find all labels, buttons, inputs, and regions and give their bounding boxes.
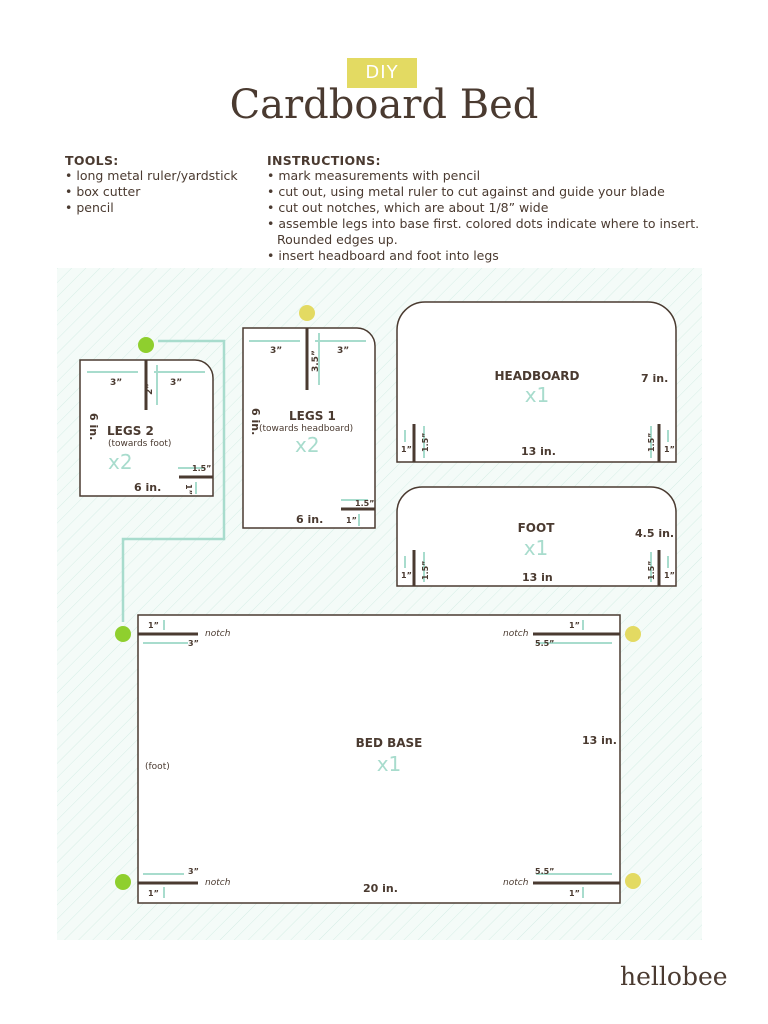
bed-base-height-label: 13 in.: [582, 734, 617, 747]
legs1-side-label: 6 in.: [249, 408, 262, 436]
base-dim-1-tl: 1”: [148, 621, 159, 630]
legs1-bottom-label: 6 in.: [296, 513, 324, 526]
legs2-count: x2: [108, 450, 133, 474]
foot-dim-15a: 1.5”: [421, 560, 430, 580]
headboard-dim-1a: 1”: [401, 445, 412, 454]
legs2-dim-3a: 3”: [110, 378, 123, 388]
legs2-side-label: 6 in.: [87, 413, 100, 441]
instruction-item: Rounded edges up.: [277, 232, 398, 247]
base-notch-label-br: notch: [503, 878, 529, 888]
instructions-heading: INSTRUCTIONS:: [267, 153, 381, 168]
brand-logo: hellobee: [620, 962, 728, 991]
yellow-dot-marker: [299, 305, 315, 321]
base-dim-1-br: 1”: [569, 889, 580, 898]
foot-dim-15b: 1.5”: [647, 560, 656, 580]
base-notch-label-tl: notch: [205, 629, 231, 639]
base-dim-55-br: 5.5”: [535, 867, 555, 876]
foot-dim-1a: 1”: [401, 571, 412, 580]
headboard-dim-1b: 1”: [664, 445, 675, 454]
diy-badge: DIY: [347, 58, 417, 88]
foot-count: x1: [523, 536, 549, 560]
base-dim-1-bl: 1”: [148, 889, 159, 898]
headboard-title: HEADBOARD: [494, 369, 580, 383]
instruction-item: • cut out, using metal ruler to cut against and guide your blade: [267, 184, 665, 199]
bed-base-width-label: 20 in.: [363, 882, 398, 895]
headboard-dim-15b: 1.5”: [647, 432, 656, 452]
green-dot-marker: [115, 874, 131, 890]
tool-item: • pencil: [65, 200, 114, 215]
legs1-dim-35: 3.5”: [311, 350, 321, 372]
legs1-dim-3a: 3”: [270, 346, 283, 356]
base-dim-3-tl: 3”: [188, 639, 199, 648]
legs1-count: x2: [295, 433, 320, 457]
headboard-width-label: 13 in.: [521, 445, 556, 458]
headboard-height-label: 7 in.: [641, 372, 669, 385]
base-dim-1-tr: 1”: [569, 621, 580, 630]
green-dot-marker: [115, 626, 131, 642]
legs1-dim-1: 1”: [346, 516, 357, 525]
legs2-title: LEGS 2: [107, 424, 154, 438]
instruction-item: • cut out notches, which are about 1/8” wide: [267, 200, 549, 215]
legs2-subtitle: (towards foot): [108, 439, 172, 449]
headboard-dim-15a: 1.5”: [421, 432, 430, 452]
base-dim-55-tr: 5.5”: [535, 639, 555, 648]
instruction-item: • mark measurements with pencil: [267, 168, 481, 183]
legs2-dim-2: 2”: [145, 382, 155, 395]
foot-dim-1b: 1”: [664, 571, 675, 580]
yellow-dot-marker: [625, 626, 641, 642]
legs2-dim-1: 1”: [184, 484, 193, 495]
tool-item: • long metal ruler/yardstick: [65, 168, 238, 183]
legs1-dim-3b: 3”: [337, 346, 350, 356]
headboard-count: x1: [524, 383, 550, 407]
legs2-bottom-label: 6 in.: [134, 481, 162, 494]
legs1-dim-15: 1.5”: [355, 499, 375, 508]
bed-base-foot-label: (foot): [145, 762, 170, 772]
base-dim-3-bl: 3”: [188, 867, 199, 876]
foot-width-label: 13 in: [522, 571, 553, 584]
foot-height-label: 4.5 in.: [635, 527, 675, 540]
legs1-subtitle: (towards headboard): [259, 424, 354, 434]
foot-title: FOOT: [517, 521, 555, 535]
bed-base-title: BED BASE: [355, 736, 423, 750]
legs1-title: LEGS 1: [289, 409, 336, 423]
instruction-item: • assemble legs into base first. colored dots indicate where to insert.: [267, 216, 700, 231]
base-notch-label-tr: notch: [503, 629, 529, 639]
legs2-dim-3b: 3”: [170, 378, 183, 388]
legs2-dim-15: 1.5”: [192, 464, 212, 473]
tools-heading: TOOLS:: [65, 153, 119, 168]
page-title: Cardboard Bed: [229, 82, 539, 128]
green-dot-marker: [138, 337, 154, 353]
tool-item: • box cutter: [65, 184, 141, 199]
instruction-item: • insert headboard and foot into legs: [267, 248, 499, 263]
yellow-dot-marker: [625, 873, 641, 889]
bed-base-count: x1: [376, 752, 402, 776]
base-notch-label-bl: notch: [205, 878, 231, 888]
